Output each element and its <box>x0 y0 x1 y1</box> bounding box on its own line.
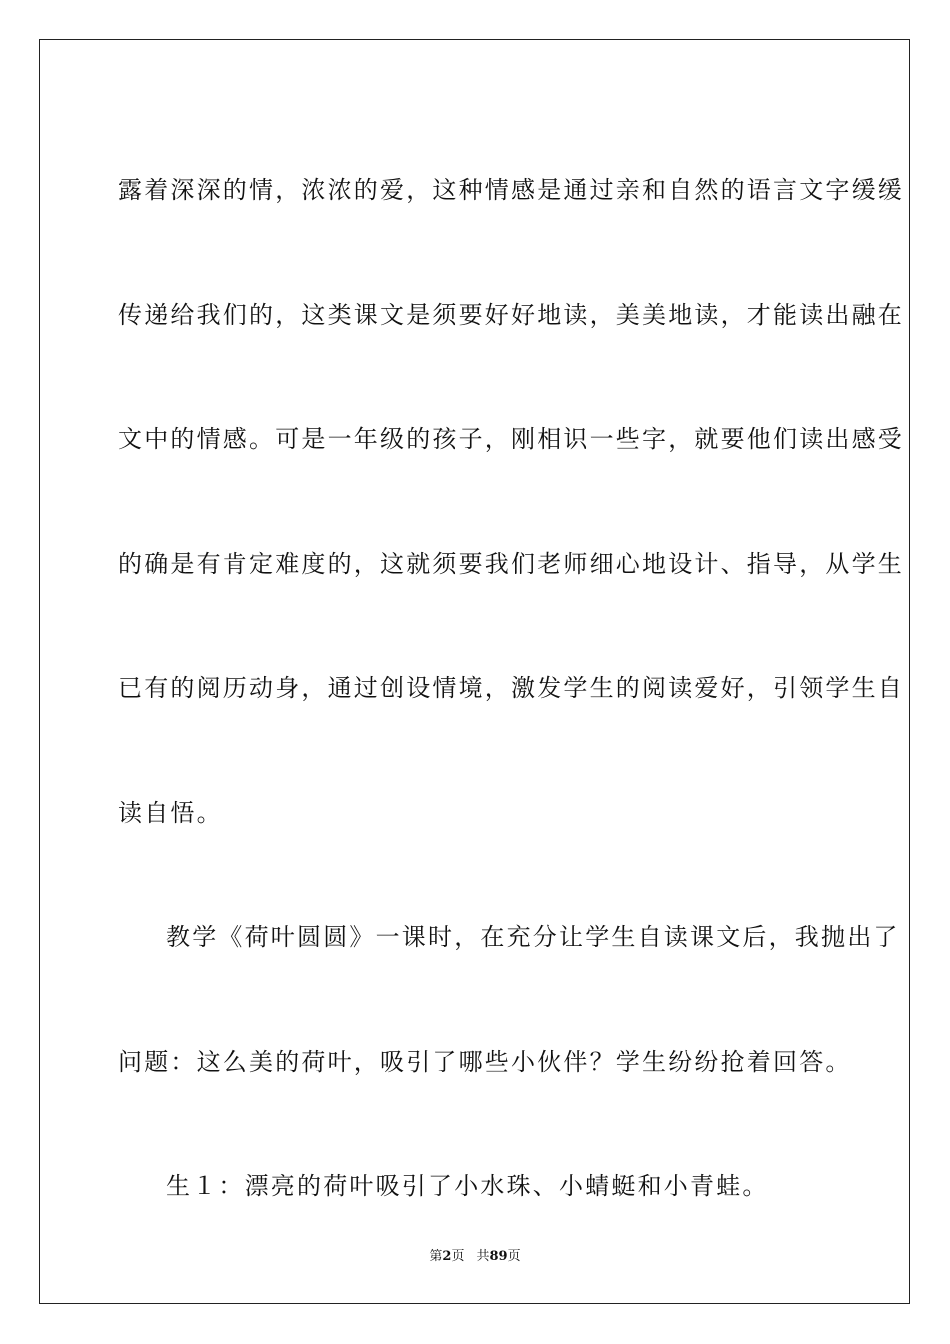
total-suffix: 页 <box>507 1249 521 1264</box>
page-footer <box>0 1245 950 1264</box>
document-body <box>118 128 904 1249</box>
paragraph-line: 的确是有肯定难度的，这就须要我们老师细心地设计、指导，从学生 <box>118 549 904 578</box>
total-pages: 89 <box>489 1249 508 1264</box>
paragraph-line: 教学《荷叶圆圆》一课时，在充分让学生自读课文后，我抛出了 <box>166 923 900 951</box>
paragraph-line: 传递给我们的，这类课文是须要好好地读，美美地读，才能读出融在 <box>118 300 904 329</box>
paragraph-line: 露着深深的情，浓浓的爱，这种情感是通过亲和自然的语言文字缓缓 <box>118 176 904 204</box>
paragraph-line: 问题：这么美的荷叶，吸引了哪些小伙伴？学生纷纷抢着回答。 <box>118 1047 852 1076</box>
paragraph-line: 读自悟。 <box>118 798 223 827</box>
total-prefix: 共 <box>476 1249 490 1264</box>
paragraph-line: 生１：漂亮的荷叶吸引了小水珠、小蜻蜓和小青蛙。 <box>166 1172 769 1200</box>
page-suffix: 页 <box>451 1249 465 1264</box>
paragraph-line: 已有的阅历动身，通过创设情境，激发学生的阅读爱好，引领学生自 <box>118 674 904 702</box>
page-prefix: 第 <box>429 1249 443 1264</box>
paragraph-line: 文中的情感。可是一年级的孩子，刚相识一些字，就要他们读出感受 <box>118 425 904 453</box>
page-number: 2 <box>442 1249 452 1264</box>
